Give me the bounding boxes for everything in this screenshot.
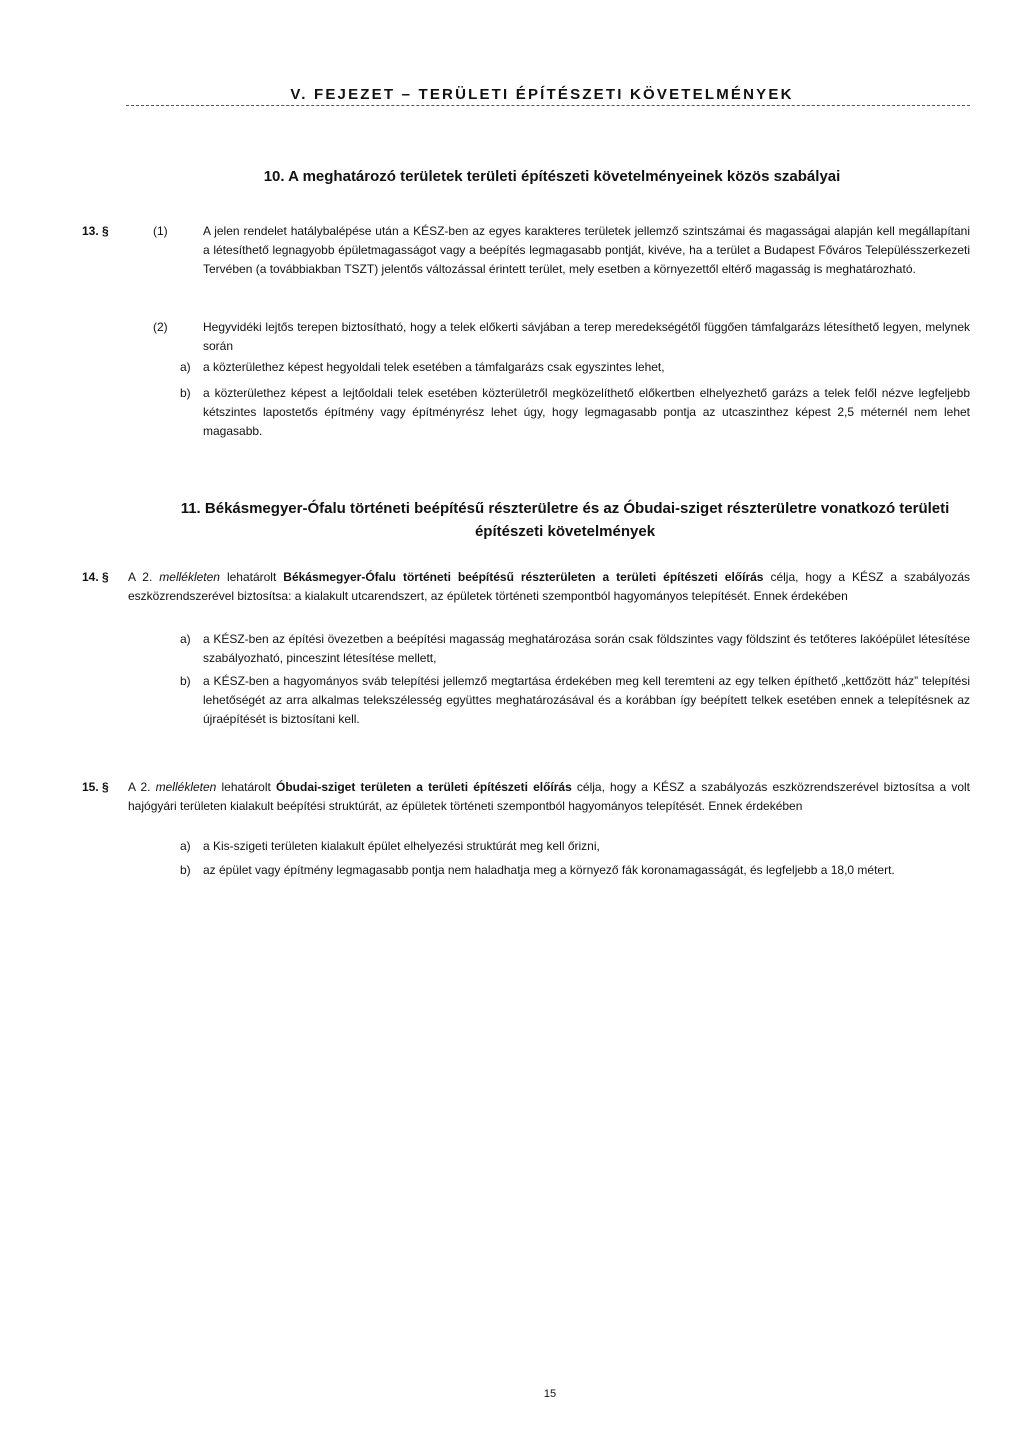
paragraph-14-label: 14. § xyxy=(82,570,109,584)
list-item-letter-b: b) xyxy=(180,386,191,400)
list-item-text-b: az épület vagy építmény legmagasabb pontja nem haladhatja meg a környező fák koronamagasságát, és legfeljebb a 18,0 métert. xyxy=(203,863,895,877)
subsection-2-text: Hegyvidéki lejtős terepen biztosítható, hogy a telek előkerti sávjában a terep meredekségétől függően támfalgarázs létesíthető legyen, melynek során xyxy=(203,320,970,353)
list-item-text-a: a KÉSZ-ben az építési övezetben a beépítési magasság meghatározása során csak földszintes vagy földszint és tetőteres lakóépület létesítése szabályozható, pinceszint létesítése mellett, xyxy=(203,632,970,665)
p14-text-1: A 2. xyxy=(128,570,160,584)
p15-text-5: célja, hogy a KÉSZ a szabályozás eszközrendszerével biztosítsa a volt hajógyári területen kialakult beépítési struktúrát, az épületek történeti szempontból hagyományos telepítését. Ennek érdekében xyxy=(128,780,970,813)
page-number: 15 xyxy=(543,1388,557,1400)
list-item-text-b: a közterülethez képest a lejtőoldali telek esetében közterületről megközelíthető előkertben elhelyezhető garázs a telek felől nézve legfeljebb kétszintes lapostetős építmény vagy építményrész lehet úgy, hogy legmagasabb pontja az utcaszinthez képest 2,5 méternél nem lehet magasabb. xyxy=(203,386,970,438)
list-item-letter-b: b) xyxy=(180,674,191,688)
list-item-text-b: a KÉSZ-ben a hagyományos sváb telepítési jellemző megtartása érdekében meg kell teremteni az egy telken építhető „kettőzött ház” telepítési lehetőségét az arra alkalmas telekszélesség együttes meghatározásával és a korábban így beépített telkek esetében ennek a telepítésnek az újraépítését is biztosítani kell. xyxy=(203,674,970,726)
subsection-1-number: (1) xyxy=(153,224,168,238)
p15-bold-area: Óbudai-sziget területen a területi építészeti előírás xyxy=(276,780,572,794)
subsection-2-number: (2) xyxy=(153,320,168,334)
chapter-underline xyxy=(126,105,970,106)
list-item-text-a: a közterülethez képest hegyoldali telek esetében a támfalgarázs csak egyszintes lehet, xyxy=(203,360,665,374)
list-item-letter-a: a) xyxy=(180,839,191,853)
list-item-letter-b: b) xyxy=(180,863,191,877)
section-11-title: 11. Békásmegyer-Ófalu történeti beépítésű részterületre és az Óbudai-sziget részterületre vonatkozó területi építészeti követelmények xyxy=(180,500,950,540)
paragraph-15-label: 15. § xyxy=(82,780,109,794)
list-item-letter-a: a) xyxy=(180,632,191,646)
p14-text-5: célja, hogy a KÉSZ a szabályozás eszközrendszerével biztosítsa: a kialakult utcarendszert, az épületek történeti szempontból hagyományos telepítését. Ennek érdekében xyxy=(128,570,970,603)
chapter-title: V. FEJEZET – TERÜLETI ÉPÍTÉSZETI KÖVETELMÉNYEK xyxy=(290,86,794,103)
p15-text-1: A 2. xyxy=(128,780,156,794)
subsection-1-text: A jelen rendelet hatálybalépése után a KÉSZ-ben az egyes karakteres területek jellemző szintszámai és magasságai alapján kell megállapítani a létesíthető legnagyobb épületmagasságot vagy a beépítés legmagasabb pontját, kivéve, ha a terület a Budapest Főváros Településszerkezeti Tervében (a továbbiakban TSZT) jelentős változással érintett terület, mely esetben a környezettől eltérő magasság is meghatározható. xyxy=(203,224,970,276)
paragraph-15-text xyxy=(128,778,970,816)
list-item-letter-a: a) xyxy=(180,360,191,374)
p15-annex-ref: mellékleten xyxy=(155,780,217,794)
section-10-title: 10. A meghatározó területek területi építészeti követelményeinek közös szabályai xyxy=(263,168,841,185)
p14-bold-area: Békásmegyer-Ófalu történeti beépítésű részterületen a területi építészeti előírás xyxy=(283,570,764,584)
p14-annex-ref: mellékleten xyxy=(159,570,220,584)
p14-text-3: lehatárolt xyxy=(219,570,284,584)
p15-text-3: lehatárolt xyxy=(216,780,276,794)
paragraph-14-text xyxy=(128,568,970,606)
list-item-text-a: a Kis-szigeti területen kialakult épület elhelyezési struktúrát meg kell őrizni, xyxy=(203,839,600,853)
paragraph-13-label: 13. § xyxy=(82,224,109,238)
